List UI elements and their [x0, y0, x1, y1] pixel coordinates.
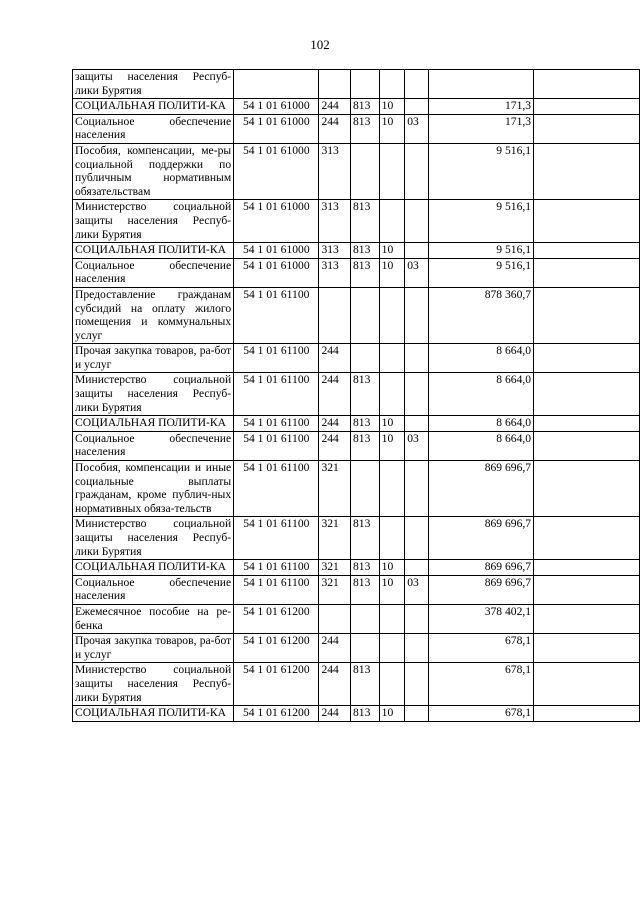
department-code-cell: 813 [350, 243, 379, 259]
expense-type-cell: 244 [319, 416, 351, 432]
target-article-cell: 54 1 01 61100 [234, 431, 319, 460]
section-cell: 10 [379, 99, 405, 115]
subsection-cell [405, 663, 429, 706]
table-row [73, 70, 640, 99]
section-cell [379, 634, 405, 663]
expense-type-cell [319, 70, 351, 99]
table-row [73, 200, 640, 243]
expense-type-cell: 244 [319, 114, 351, 143]
expense-type-cell: 244 [319, 706, 351, 722]
subsection-cell: 03 [405, 431, 429, 460]
table-row [73, 114, 640, 143]
amount-cell: 171,3 [428, 99, 533, 115]
section-cell: 10 [379, 560, 405, 576]
subsection-cell [405, 70, 429, 99]
empty-cell [534, 99, 640, 115]
row-name-cell: Социальное обеспечение населения [73, 431, 234, 460]
section-cell [379, 200, 405, 243]
amount-cell: 869 696,7 [428, 517, 533, 560]
table-row [73, 517, 640, 560]
row-name-cell: Социальное обеспечение населения [73, 258, 234, 287]
expense-type-cell: 244 [319, 373, 351, 416]
expense-type-cell: 244 [319, 99, 351, 115]
amount-cell: 9 516,1 [428, 258, 533, 287]
table-row [73, 575, 640, 604]
amount-cell: 9 516,1 [428, 200, 533, 243]
empty-cell [534, 517, 640, 560]
row-name-cell: Прочая закупка товаров, ра-бот и услуг [73, 634, 234, 663]
empty-cell [534, 243, 640, 259]
section-cell: 10 [379, 258, 405, 287]
subsection-cell [405, 200, 429, 243]
page-number: 102 [310, 37, 330, 52]
expense-type-cell [319, 604, 351, 633]
section-cell [379, 663, 405, 706]
amount-cell: 8 664,0 [428, 344, 533, 373]
empty-cell [534, 143, 640, 199]
amount-cell: 878 360,7 [428, 287, 533, 343]
row-name-cell: Министерство социальной защиты населения Респуб-лики Бурятия [73, 663, 234, 706]
empty-cell [534, 287, 640, 343]
target-article-cell: 54 1 01 61200 [234, 604, 319, 633]
target-article-cell: 54 1 01 61100 [234, 287, 319, 343]
target-article-cell: 54 1 01 61100 [234, 373, 319, 416]
target-article-cell: 54 1 01 61000 [234, 114, 319, 143]
empty-cell [534, 200, 640, 243]
row-name-cell: СОЦИАЛЬНАЯ ПОЛИТИ-КА [73, 99, 234, 115]
expense-type-cell: 321 [319, 575, 351, 604]
department-code-cell: 813 [350, 258, 379, 287]
section-cell: 10 [379, 431, 405, 460]
amount-cell: 171,3 [428, 114, 533, 143]
empty-cell [534, 706, 640, 722]
subsection-cell: 03 [405, 258, 429, 287]
empty-cell [534, 560, 640, 576]
amount-cell: 8 664,0 [428, 431, 533, 460]
subsection-cell: 03 [405, 114, 429, 143]
amount-cell: 869 696,7 [428, 575, 533, 604]
target-article-cell [234, 70, 319, 99]
empty-cell [534, 461, 640, 517]
subsection-cell [405, 706, 429, 722]
section-cell [379, 70, 405, 99]
empty-cell [534, 258, 640, 287]
target-article-cell: 54 1 01 61000 [234, 258, 319, 287]
department-code-cell: 813 [350, 431, 379, 460]
table-row [73, 706, 640, 722]
amount-cell: 9 516,1 [428, 243, 533, 259]
section-cell [379, 604, 405, 633]
expense-type-cell: 321 [319, 517, 351, 560]
expense-type-cell: 244 [319, 634, 351, 663]
empty-cell [534, 604, 640, 633]
subsection-cell: 03 [405, 575, 429, 604]
table-row [73, 634, 640, 663]
row-name-cell: СОЦИАЛЬНАЯ ПОЛИТИ-КА [73, 243, 234, 259]
row-name-cell: Пособия, компенсации, ме-ры социальной поддержки по публичным нормативным обязательствам [73, 143, 234, 199]
expense-type-cell: 244 [319, 431, 351, 460]
empty-cell [534, 373, 640, 416]
department-code-cell [350, 287, 379, 343]
section-cell: 10 [379, 243, 405, 259]
row-name-cell: Социальное обеспечение населения [73, 114, 234, 143]
section-cell [379, 373, 405, 416]
department-code-cell: 813 [350, 663, 379, 706]
department-code-cell [350, 604, 379, 633]
table-row [73, 560, 640, 576]
table-row [73, 431, 640, 460]
empty-cell [534, 344, 640, 373]
row-name-cell: Ежемесячное пособие на ре-бенка [73, 604, 234, 633]
empty-cell [534, 114, 640, 143]
target-article-cell: 54 1 01 61100 [234, 416, 319, 432]
amount-cell: 869 696,7 [428, 461, 533, 517]
table-row [73, 663, 640, 706]
row-name-cell: Министерство социальной защиты населения Респуб-лики Бурятия [73, 517, 234, 560]
section-cell: 10 [379, 706, 405, 722]
row-name-cell: Министерство социальной защиты населения Респуб-лики Бурятия [73, 200, 234, 243]
department-code-cell: 813 [350, 560, 379, 576]
target-article-cell: 54 1 01 61200 [234, 663, 319, 706]
empty-cell [534, 431, 640, 460]
department-code-cell [350, 634, 379, 663]
subsection-cell [405, 461, 429, 517]
row-name-cell: Министерство социальной защиты населения Респуб-лики Бурятия [73, 373, 234, 416]
row-name-cell: защиты населения Респуб-лики Бурятия [73, 70, 234, 99]
section-cell [379, 517, 405, 560]
section-cell [379, 344, 405, 373]
target-article-cell: 54 1 01 61100 [234, 461, 319, 517]
target-article-cell: 54 1 01 61100 [234, 517, 319, 560]
amount-cell: 678,1 [428, 706, 533, 722]
department-code-cell: 813 [350, 706, 379, 722]
amount-cell: 8 664,0 [428, 416, 533, 432]
subsection-cell [405, 143, 429, 199]
subsection-cell [405, 604, 429, 633]
department-code-cell: 813 [350, 517, 379, 560]
table-row [73, 258, 640, 287]
expense-type-cell: 244 [319, 344, 351, 373]
row-name-cell: СОЦИАЛЬНАЯ ПОЛИТИ-КА [73, 560, 234, 576]
table-row [73, 604, 640, 633]
department-code-cell [350, 461, 379, 517]
empty-cell [534, 634, 640, 663]
table-row [73, 287, 640, 343]
department-code-cell: 813 [350, 200, 379, 243]
row-name-cell: Пособия, компенсации и иные социальные выплаты гражданам, кроме публич-ных нормативных обяза-тельств [73, 461, 234, 517]
target-article-cell: 54 1 01 61100 [234, 344, 319, 373]
expense-type-cell: 321 [319, 560, 351, 576]
empty-cell [534, 663, 640, 706]
amount-cell: 8 664,0 [428, 373, 533, 416]
department-code-cell: 813 [350, 373, 379, 416]
department-code-cell: 813 [350, 99, 379, 115]
subsection-cell [405, 287, 429, 343]
target-article-cell: 54 1 01 61000 [234, 243, 319, 259]
empty-cell [534, 70, 640, 99]
row-name-cell: Прочая закупка товаров, ра-бот и услуг [73, 344, 234, 373]
expense-type-cell: 313 [319, 258, 351, 287]
expense-type-cell: 313 [319, 200, 351, 243]
department-code-cell: 813 [350, 114, 379, 143]
expense-type-cell [319, 287, 351, 343]
amount-cell: 678,1 [428, 663, 533, 706]
row-name-cell: Предоставление гражданам субсидий на оплату жилого помещения и коммунальных услуг [73, 287, 234, 343]
empty-cell [534, 416, 640, 432]
table-row [73, 416, 640, 432]
subsection-cell [405, 344, 429, 373]
target-article-cell: 54 1 01 61200 [234, 634, 319, 663]
table-row [73, 99, 640, 115]
section-cell [379, 461, 405, 517]
amount-cell: 869 696,7 [428, 560, 533, 576]
subsection-cell [405, 416, 429, 432]
budget-table [72, 69, 640, 722]
section-cell [379, 287, 405, 343]
amount-cell: 9 516,1 [428, 143, 533, 199]
target-article-cell: 54 1 01 61100 [234, 560, 319, 576]
subsection-cell [405, 560, 429, 576]
subsection-cell [405, 99, 429, 115]
table-row [73, 344, 640, 373]
row-name-cell: Социальное обеспечение населения [73, 575, 234, 604]
section-cell [379, 143, 405, 199]
section-cell: 10 [379, 575, 405, 604]
row-name-cell: СОЦИАЛЬНАЯ ПОЛИТИ-КА [73, 416, 234, 432]
budget-table-body [73, 70, 640, 722]
target-article-cell: 54 1 01 61000 [234, 200, 319, 243]
subsection-cell [405, 373, 429, 416]
expense-type-cell: 321 [319, 461, 351, 517]
target-article-cell: 54 1 01 61100 [234, 575, 319, 604]
department-code-cell: 813 [350, 575, 379, 604]
section-cell: 10 [379, 416, 405, 432]
amount-cell: 678,1 [428, 634, 533, 663]
subsection-cell [405, 243, 429, 259]
target-article-cell: 54 1 01 61200 [234, 706, 319, 722]
subsection-cell [405, 634, 429, 663]
department-code-cell [350, 143, 379, 199]
expense-type-cell: 313 [319, 243, 351, 259]
row-name-cell: СОЦИАЛЬНАЯ ПОЛИТИ-КА [73, 706, 234, 722]
department-code-cell [350, 344, 379, 373]
expense-type-cell: 313 [319, 143, 351, 199]
subsection-cell [405, 517, 429, 560]
empty-cell [534, 575, 640, 604]
table-row [73, 143, 640, 199]
amount-cell: 378 402,1 [428, 604, 533, 633]
table-row [73, 373, 640, 416]
expense-type-cell: 244 [319, 663, 351, 706]
target-article-cell: 54 1 01 61000 [234, 143, 319, 199]
department-code-cell [350, 70, 379, 99]
table-row [73, 243, 640, 259]
target-article-cell: 54 1 01 61000 [234, 99, 319, 115]
table-row [73, 461, 640, 517]
section-cell: 10 [379, 114, 405, 143]
amount-cell [428, 70, 533, 99]
department-code-cell: 813 [350, 416, 379, 432]
